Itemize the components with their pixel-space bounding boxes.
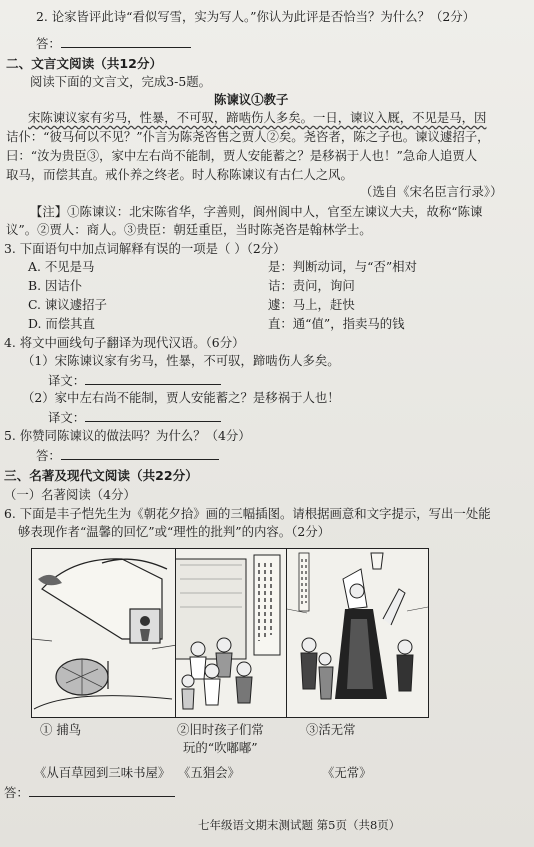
note-line-2: 议”。②贾人：商人。③贵臣：朝廷重臣，当时陈尧咨是翰林学士。 <box>6 222 372 237</box>
q6-answer-label: 答： <box>4 785 29 800</box>
q2-question: 2. 论家皆评此诗“看似写雪，实为写人。”你认为此评是否恰当？为什么？（2分） <box>36 9 476 24</box>
q6-answer-line <box>4 783 175 802</box>
picture-2-work: 《五猖会》 <box>178 765 240 780</box>
q6-line-1: 6. 下面是丰子恺先生为《朝花夕拾》画的三幅插图。请根据画意和文字提示，写出一处能 <box>4 506 491 521</box>
q5-answer-blank[interactable] <box>61 446 219 460</box>
picture-1-caption: ① 捕鸟 <box>40 722 82 737</box>
page-footer: 七年级语文期末测试题 第5页（共8页） <box>198 818 401 832</box>
underlined-sentence-1: 宋陈谏议家有劣马，性暴，不可驭，蹄啮伤人多矣。一日，谏议入厩，不见是马，因 <box>28 110 487 125</box>
q4-translation-1-blank[interactable] <box>85 371 221 385</box>
note-line-1: 【注】①陈谏议：北宋陈省华，字善则，阆州阆中人，官至左谏议大夫，故称“陈谏 <box>30 204 483 219</box>
passage-line-4: 取马，而偿其直。戒仆养之终老。时人称陈谏议有古仁人之风。 <box>6 167 353 182</box>
q3-option-b-gloss: 诘：责问，询问 <box>268 278 355 293</box>
wuchang-drawing <box>287 549 428 717</box>
passage-title: 陈谏议①教子 <box>214 92 289 107</box>
passage-line-2: 诘仆：“彼马何以不见？”仆言为陈尧咨售之贾人②矣。尧咨者，陈之子也。谏议遽招子， <box>6 129 490 144</box>
q3-question: 3. 下面语句中加点词解释有误的一项是（ ）（2分） <box>4 241 286 256</box>
q5-answer-line <box>36 446 219 465</box>
q5-answer-label: 答： <box>36 448 61 463</box>
q5-question: 5. 你赞同陈谏议的做法吗？为什么？（4分） <box>4 428 251 443</box>
q4-translate-label-2: 译文： <box>48 410 86 425</box>
q2-answer-line <box>36 34 191 53</box>
q4-sentence-2: （2）家中左右尚不能制，贾人安能蓄之？是移祸于人也！ <box>22 390 340 405</box>
q2-answer-label: 答： <box>36 36 61 51</box>
q6-line-2: 够表现作者“温馨的回忆”或“理性的批判”的内容。（2分） <box>18 524 331 539</box>
illustration-bird-catching <box>31 548 178 718</box>
section3-sub: （一）名著阅读（4分） <box>4 487 136 502</box>
q2-answer-blank[interactable] <box>61 34 191 48</box>
q3-option-c-gloss: 遽：马上，赶快 <box>268 297 355 312</box>
section3-heading: 三、名著及现代文阅读（共22分） <box>4 468 198 483</box>
section2-intro: 阅读下面的文言文，完成3-5题。 <box>30 74 212 89</box>
passage-line-1 <box>28 109 486 127</box>
q4-sentence-1: （1）宋陈谏议家有劣马，性暴，不可驭，蹄啮伤人多矣。 <box>22 353 340 368</box>
q4-question: 4. 将文中画线句子翻译为现代汉语。（6分） <box>4 335 245 350</box>
section2-heading: 二、文言文阅读（共12分） <box>6 56 163 71</box>
q3-option-b[interactable]: B. 因诘仆 <box>28 278 83 293</box>
picture-2-caption-line2: 玩的“吹嘟嘟” <box>183 740 258 755</box>
q3-option-d[interactable]: D. 而偿其直 <box>28 316 95 331</box>
q3-option-a[interactable]: A. 不见是马 <box>28 259 95 274</box>
q3-option-a-gloss: 是：判断动词，与“否”相对 <box>268 259 417 274</box>
bird-catching-drawing <box>32 549 177 717</box>
q6-answer-blank[interactable] <box>29 783 175 797</box>
passage-line-3: 曰：“汝为贵臣③，家中左右尚不能制，贾人安能蓄之？是移祸于人也！”急命人追贾人 <box>6 148 478 163</box>
picture-2-caption: ②旧时孩子们常 <box>177 722 264 737</box>
picture-1-work: 《从百草园到三味书屋》 <box>34 765 171 780</box>
passage-source: （选自《宋名臣言行录》） <box>360 184 503 199</box>
blowing-toy-drawing <box>176 549 287 717</box>
illustration-wuchang <box>286 548 429 718</box>
q4-translation-2-blank[interactable] <box>85 408 221 422</box>
q4-translation-1 <box>48 371 221 390</box>
q3-option-d-gloss: 直：通“值”，指卖马的钱 <box>268 316 405 331</box>
q3-option-c[interactable]: C. 谏议遽招子 <box>28 297 107 312</box>
picture-3-caption: ③活无常 <box>306 722 356 737</box>
q4-translate-label-1: 译文： <box>48 373 86 388</box>
illustration-blowing-toy <box>175 548 288 718</box>
picture-3-work: 《无常》 <box>322 765 372 780</box>
q4-translation-2 <box>48 408 221 427</box>
